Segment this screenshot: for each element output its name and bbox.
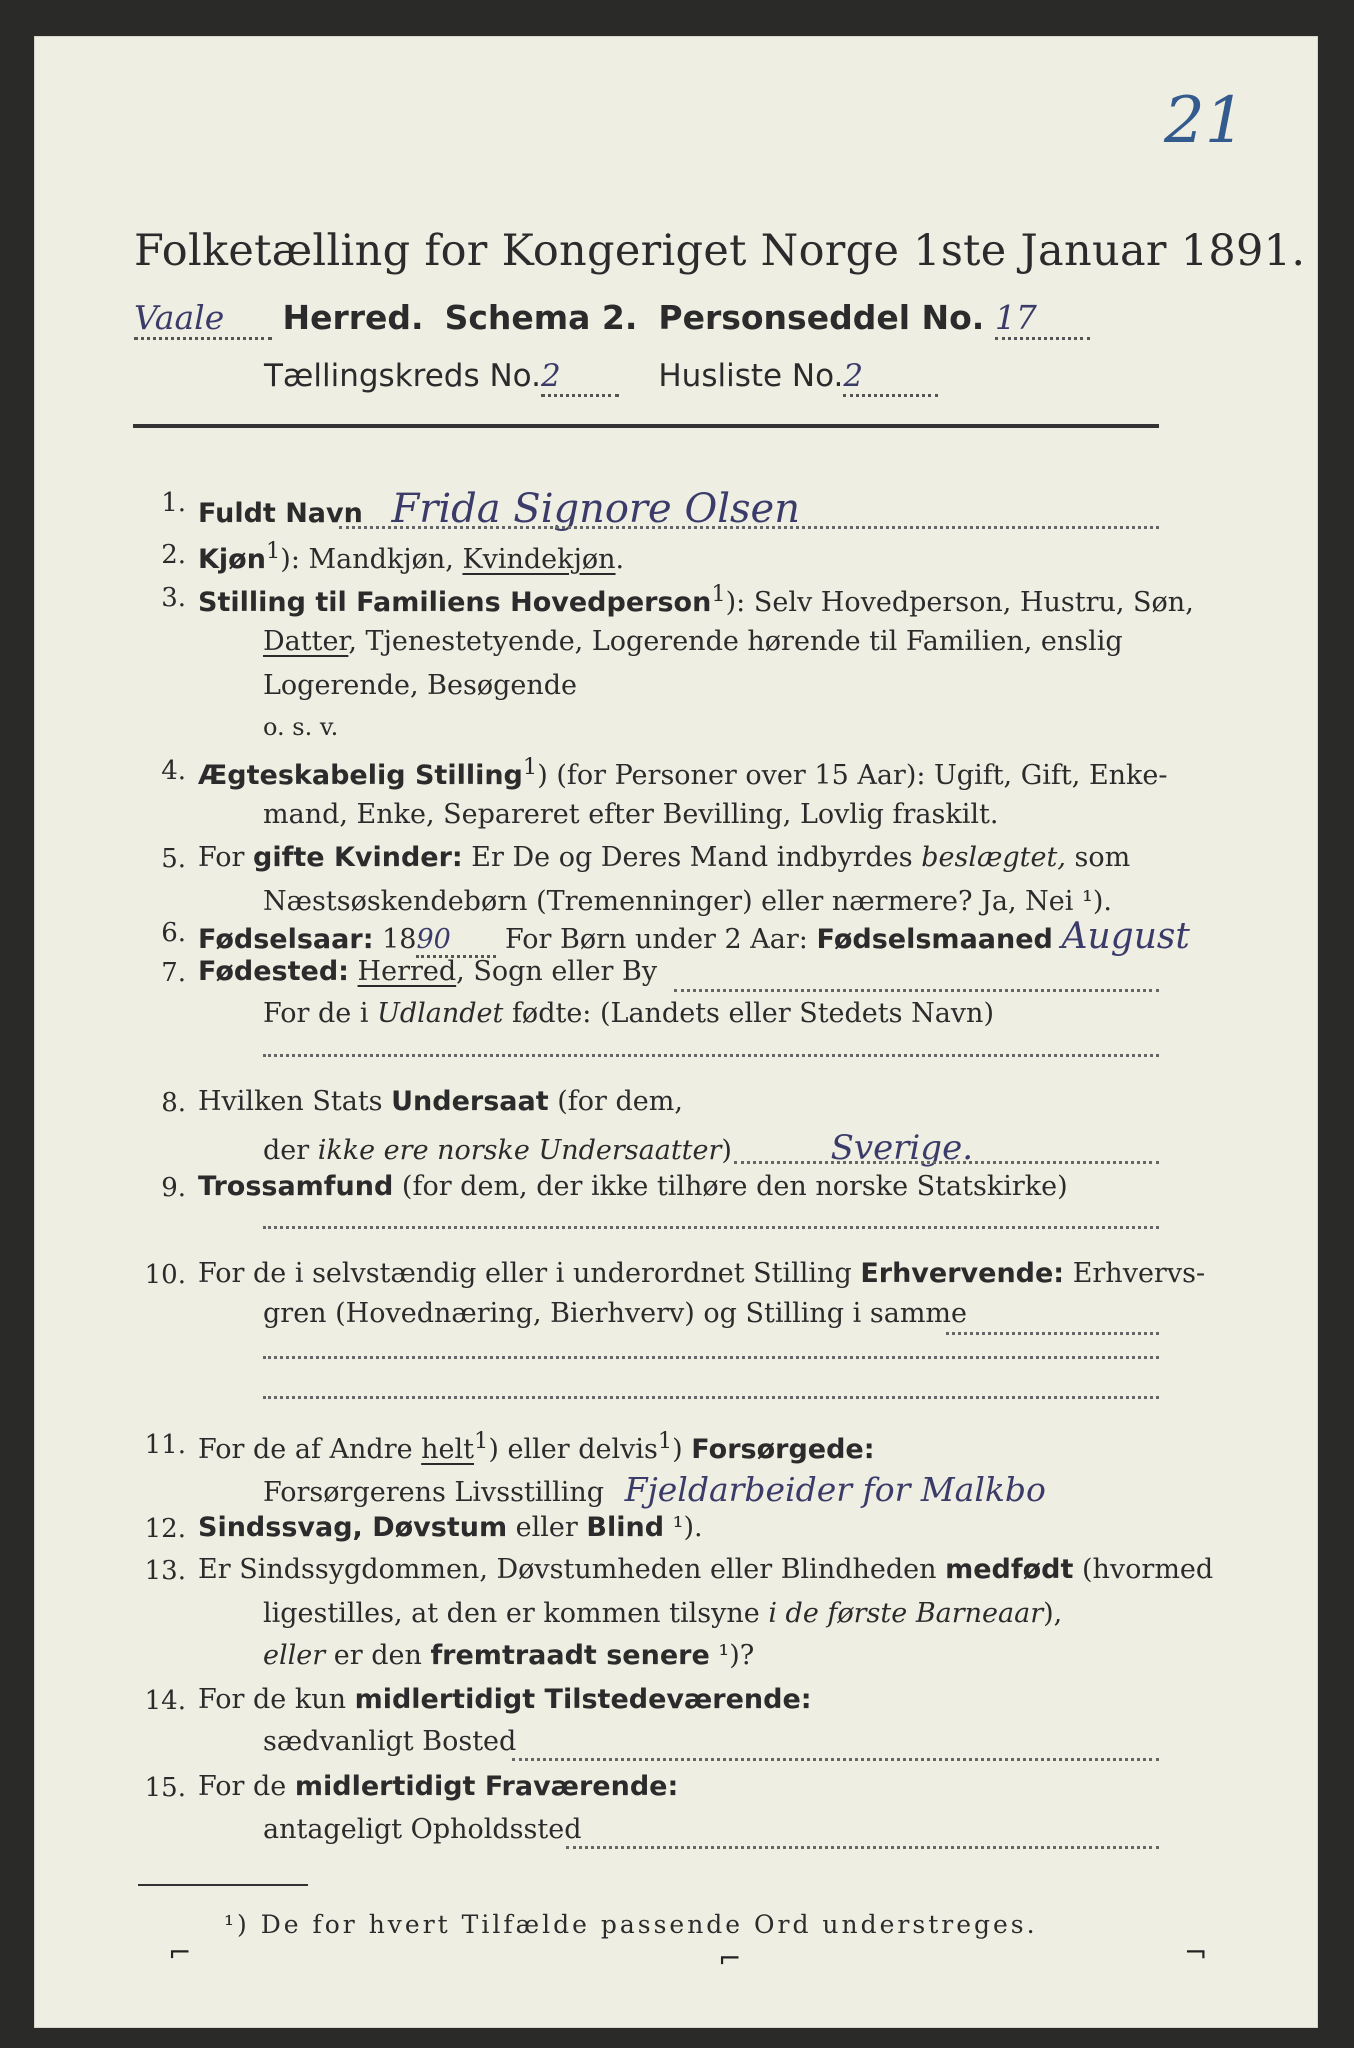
item-11-line2-text: Forsørgerens Livsstilling	[263, 1477, 605, 1508]
provider-occupation-value: Fjeldarbeider for Malkbo	[624, 1470, 1046, 1509]
item-13-line3	[263, 1640, 754, 1671]
nationality-value: Sverige.	[830, 1128, 974, 1168]
item-5-text: Er De og Deres Mand indbyrdes	[462, 842, 922, 873]
footnote-rule	[138, 1884, 308, 1886]
husliste-value: 2	[843, 358, 864, 394]
item-8-num: 8.	[161, 1088, 186, 1118]
item-11-line2	[263, 1470, 1046, 1509]
herred-label: Herred.	[282, 298, 424, 337]
item-11	[198, 1428, 875, 1465]
item-7-num: 7.	[161, 958, 186, 988]
datter-underlined: Datter	[263, 626, 349, 657]
item-11-sup2: 1	[657, 1428, 673, 1454]
item-13-line2-prefix: ligestilles, at den er kommen tilsyne	[263, 1598, 769, 1629]
item-8-text2: (for dem,	[548, 1086, 683, 1117]
item-7-text: , Sogn eller By	[456, 956, 658, 987]
item-7-dotline-2	[263, 1054, 1159, 1057]
taellingskreds-value: 2	[540, 358, 561, 394]
full-name-value: Frida Signore Olsen	[391, 486, 800, 532]
item-6-label: Fødselsaar:	[198, 924, 374, 955]
item-11-text3: )	[672, 1434, 692, 1465]
item-13-line3-text: er den	[325, 1640, 431, 1671]
header-line-2	[264, 358, 938, 397]
item-3-line2	[263, 626, 1123, 657]
item-14-num: 14.	[144, 1686, 186, 1716]
taellingskreds-label: Tællingskreds No.	[264, 358, 541, 394]
item-13-line2-suffix: ),	[1043, 1598, 1063, 1629]
item-12-num: 12.	[144, 1514, 186, 1544]
item-12-label2: Blind	[586, 1512, 665, 1543]
item-12-label: Sindssvag, Døvstum	[198, 1512, 508, 1543]
birth-month-value: August	[1061, 916, 1190, 957]
item-1-num: 1.	[161, 488, 186, 518]
item-10-text: For de i selvstændig eller i underordnet Stilling	[198, 1258, 861, 1289]
header-line-1	[134, 298, 1090, 340]
item-1-label: Fuldt Navn	[198, 498, 363, 529]
herred-underlined: Herred	[357, 956, 457, 987]
form-title: Folketælling for Kongeriget Norge 1ste Januar 1891.	[134, 226, 1306, 276]
item-2-end: .	[615, 544, 625, 575]
item-8-line2-suffix: )	[721, 1135, 732, 1166]
item-8-label: Undersaat	[391, 1086, 549, 1117]
item-5-label: gifte Kvinder:	[253, 842, 463, 873]
item-6-text: For Børn under 2 Aar:	[496, 924, 817, 955]
item-3-num: 3.	[161, 583, 186, 613]
item-13-label: medfødt	[945, 1554, 1074, 1585]
item-13-line3-end: ¹)?	[709, 1640, 755, 1671]
page-number: 21	[1164, 84, 1246, 158]
item-5-prefix: For	[198, 842, 254, 873]
item-4	[198, 754, 1168, 791]
item-6-num: 6.	[161, 918, 186, 948]
item-13-text: Er Sindssygdommen, Døvstumheden eller Blindheden	[198, 1554, 946, 1585]
item-5	[198, 842, 1130, 873]
item-3-line4: o. s. v.	[263, 713, 339, 741]
item-15-label: midlertidigt Fraværende:	[294, 1771, 679, 1802]
item-7	[198, 956, 657, 987]
item-13-line3-italic: eller	[263, 1640, 326, 1671]
item-7-dotline	[674, 989, 1159, 992]
item-4-text: ) (for Personer over 15 Aar): Ugift, Gift, Enke-	[537, 760, 1168, 791]
item-13-line2-italic: i de første Barneaar	[768, 1598, 1044, 1629]
item-3-line2-text: , Tjenestetyende, Logerende hørende til Familien, enslig	[348, 626, 1123, 657]
item-2-text: ): Mandkjøn,	[280, 544, 463, 575]
item-5-end: som	[1065, 842, 1131, 873]
item-11-text2: ) eller delvis	[488, 1434, 658, 1465]
corner-mark-center: ⌐	[718, 1942, 742, 1975]
helt-underlined: helt	[421, 1434, 475, 1465]
corner-mark-left: ⌐	[168, 1936, 192, 1969]
corner-mark-right: ¬	[1184, 1936, 1208, 1969]
item-9-dotline	[263, 1226, 1159, 1229]
item-5-line2: Næstsøskendebørn (Tremenninger) eller nærmere? Ja, Nei ¹).	[263, 886, 1112, 917]
item-10-dotline	[946, 1332, 1159, 1335]
item-11-text: For de af Andre	[198, 1434, 422, 1465]
item-4-num: 4.	[161, 756, 186, 786]
item-15-text: For de	[198, 1771, 295, 1802]
item-12-end: ¹).	[664, 1512, 703, 1543]
kvindekjon-underlined: Kvindekjøn	[462, 544, 616, 575]
item-10-label: Erhvervende:	[860, 1258, 1065, 1289]
item-3	[198, 581, 1194, 618]
item-10	[198, 1258, 1205, 1289]
item-12	[198, 1512, 703, 1543]
footnote: ¹) De for hvert Tilfælde passende Ord understreges.	[224, 1910, 1038, 1939]
item-15-line2: antageligt Opholdssted	[263, 1814, 582, 1845]
item-7-line2-prefix: For de i	[263, 998, 378, 1029]
item-2-label: Kjøn	[198, 544, 266, 575]
item-13-text2: (hvormed	[1073, 1554, 1214, 1585]
item-5-num: 5.	[161, 844, 186, 874]
item-8-line2-italic: ikke ere norske Undersaatter	[317, 1135, 722, 1166]
item-13	[198, 1554, 1213, 1585]
herred-value: Vaale	[134, 298, 225, 337]
item-5-italic: beslægtet,	[921, 842, 1066, 873]
item-3-label: Stilling til Familiens Hovedperson	[198, 587, 712, 618]
item-10-line2: gren (Hovednæring, Bierhverv) og Stilling i samme	[263, 1298, 968, 1329]
husliste-label: Husliste No.	[658, 358, 844, 394]
item-4-label: Ægteskabelig Stilling	[198, 760, 523, 791]
item-15-num: 15.	[144, 1773, 186, 1803]
header-rule	[133, 424, 1159, 428]
item-13-line2	[263, 1598, 1062, 1629]
item-11-num: 11.	[144, 1430, 186, 1460]
item-3-text: ): Selv Hovedperson, Hustru, Søn,	[725, 587, 1194, 618]
item-4-line2: mand, Enke, Separeret efter Bevilling, Lovlig fraskilt.	[263, 799, 999, 830]
item-13-num: 13.	[144, 1556, 186, 1586]
item-9-text: (for dem, der ikke tilhøre den norske Statskirke)	[393, 1171, 1068, 1202]
schema-label: Schema 2.	[444, 298, 638, 337]
item-14-line2: sædvanligt Bosted	[263, 1726, 517, 1757]
item-15	[198, 1771, 678, 1802]
item-3-line3: Logerende, Besøgende	[263, 670, 577, 701]
item-6	[198, 916, 1190, 958]
item-11-sup: 1	[474, 1428, 489, 1454]
item-3-sup: 1	[711, 581, 726, 607]
item-7-label: Fødested:	[198, 956, 349, 987]
item-12-text: eller	[507, 1512, 587, 1543]
item-8-text: Hvilken Stats	[198, 1086, 392, 1117]
item-4-sup: 1	[522, 754, 538, 780]
item-14-dotline	[512, 1758, 1159, 1761]
item-7-line2-text: fødte: (Landets eller Stedets Navn)	[503, 998, 994, 1029]
item-8-dotline	[734, 1161, 1159, 1164]
item-15-dotline	[566, 1846, 1159, 1849]
item-2-sup: 1	[265, 538, 281, 564]
item-14	[198, 1684, 812, 1715]
year-prefix: 18	[382, 924, 417, 955]
item-8-line2-prefix: der	[263, 1135, 318, 1166]
item-9-label: Trossamfund	[198, 1171, 394, 1202]
item-14-label: midlertidigt Tilstedeværende:	[354, 1684, 812, 1715]
item-14-text: For de kun	[198, 1684, 355, 1715]
item-10-num: 10.	[144, 1260, 186, 1290]
item-8	[198, 1086, 683, 1117]
item-6-label2: Fødselsmaaned	[816, 924, 1053, 955]
item-2	[198, 538, 624, 575]
item-11-label: Forsørgede:	[691, 1434, 875, 1465]
item-2-num: 2.	[161, 540, 186, 570]
birth-year-value: 90	[416, 924, 451, 955]
personseddel-value: 17	[994, 298, 1037, 337]
item-9	[198, 1171, 1068, 1202]
item-10-text2: Erhvervs-	[1064, 1258, 1206, 1289]
item-9-num: 9.	[161, 1173, 186, 1203]
item-7-line2	[263, 998, 994, 1029]
item-10-dotline-2	[263, 1356, 1159, 1359]
item-13-line3-label: fremtraadt senere	[430, 1640, 710, 1671]
item-7-line2-italic: Udlandet	[377, 998, 504, 1029]
item-1-dotline	[339, 526, 1159, 529]
item-10-dotline-3	[263, 1396, 1159, 1399]
personseddel-label: Personseddel No.	[658, 298, 985, 337]
census-form-page	[34, 36, 1318, 2028]
